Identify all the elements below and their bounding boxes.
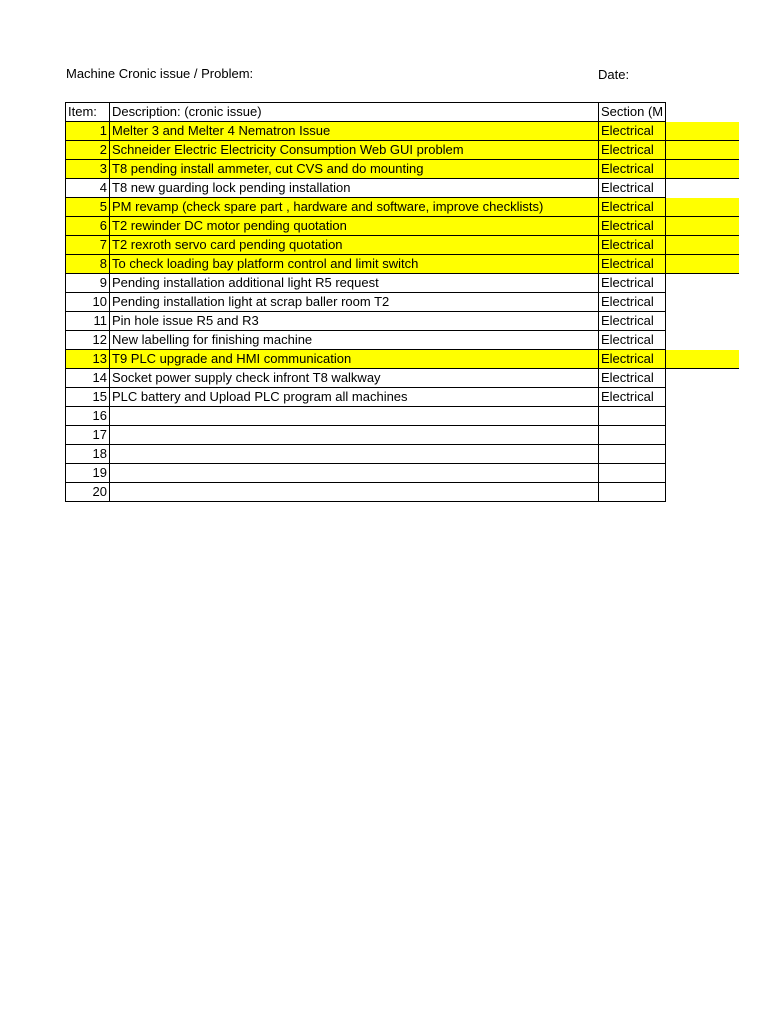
header-description: Description: (cronic issue)	[110, 103, 599, 122]
table-row	[66, 255, 740, 274]
issue-table	[65, 102, 739, 502]
page-title: Machine Cronic issue / Problem:	[66, 66, 254, 81]
cell-item-number[interactable]: 18	[66, 445, 110, 464]
cell-description[interactable]: T2 rewinder DC motor pending quotation	[110, 217, 599, 236]
cell-item-number[interactable]: 10	[66, 293, 110, 312]
cell-spill	[666, 255, 740, 274]
cell-item-number[interactable]: 8	[66, 255, 110, 274]
cell-description[interactable]: To check loading bay platform control and limit switch	[110, 255, 599, 274]
cell-description[interactable]: Socket power supply check infront T8 walkway	[110, 369, 599, 388]
cell-item-number[interactable]: 9	[66, 274, 110, 293]
cell-spill	[666, 312, 740, 331]
date-label: Date:	[598, 67, 630, 82]
cell-section[interactable]: Electrical	[599, 141, 666, 160]
cell-spill	[666, 198, 740, 217]
table-row	[66, 312, 740, 331]
cell-section[interactable]: Electrical	[599, 255, 666, 274]
cell-spill	[666, 464, 740, 483]
table-row	[66, 426, 740, 445]
cell-description[interactable]	[110, 426, 599, 445]
cell-description[interactable]: T2 rexroth servo card pending quotation	[110, 236, 599, 255]
cell-description[interactable]: Pending installation additional light R5 request	[110, 274, 599, 293]
cell-section[interactable]	[599, 407, 666, 426]
cell-description[interactable]: Melter 3 and Melter 4 Nematron Issue	[110, 122, 599, 141]
cell-section[interactable]	[599, 426, 666, 445]
cell-section[interactable]	[599, 483, 666, 502]
cell-description[interactable]: T8 new guarding lock pending installation	[110, 179, 599, 198]
cell-item-number[interactable]: 7	[66, 236, 110, 255]
table-row	[66, 217, 740, 236]
cell-section[interactable]: Electrical	[599, 312, 666, 331]
header-item: Item:	[66, 103, 110, 122]
cell-spill	[666, 179, 740, 198]
cell-section[interactable]: Electrical	[599, 331, 666, 350]
table-row	[66, 179, 740, 198]
cell-section[interactable]: Electrical	[599, 122, 666, 141]
cell-item-number[interactable]: 12	[66, 331, 110, 350]
table-row	[66, 407, 740, 426]
cell-description[interactable]: PM revamp (check spare part , hardware and software, improve checklists)	[110, 198, 599, 217]
cell-item-number[interactable]: 17	[66, 426, 110, 445]
issue-table-container	[65, 102, 768, 502]
cell-section[interactable]	[599, 464, 666, 483]
table-row	[66, 464, 740, 483]
cell-item-number[interactable]: 13	[66, 350, 110, 369]
cell-description[interactable]: Pin hole issue R5 and R3	[110, 312, 599, 331]
cell-section[interactable]: Electrical	[599, 350, 666, 369]
header-section: Section (M	[599, 103, 666, 122]
table-row	[66, 122, 740, 141]
cell-description[interactable]: PLC battery and Upload PLC program all machines	[110, 388, 599, 407]
cell-description[interactable]	[110, 445, 599, 464]
cell-description[interactable]: T9 PLC upgrade and HMI communication	[110, 350, 599, 369]
cell-description[interactable]: T8 pending install ammeter, cut CVS and do mounting	[110, 160, 599, 179]
cell-item-number[interactable]: 2	[66, 141, 110, 160]
cell-item-number[interactable]: 4	[66, 179, 110, 198]
cell-spill	[666, 274, 740, 293]
cell-description[interactable]: Pending installation light at scrap baller room T2	[110, 293, 599, 312]
table-row	[66, 483, 740, 502]
table-row	[66, 293, 740, 312]
cell-section[interactable]: Electrical	[599, 160, 666, 179]
cell-section[interactable]: Electrical	[599, 236, 666, 255]
cell-spill	[666, 331, 740, 350]
cell-description[interactable]: Schneider Electric Electricity Consumption Web GUI problem	[110, 141, 599, 160]
cell-spill	[666, 236, 740, 255]
cell-section[interactable]: Electrical	[599, 274, 666, 293]
cell-section[interactable]: Electrical	[599, 217, 666, 236]
cell-description[interactable]	[110, 464, 599, 483]
cell-spill	[666, 122, 740, 141]
cell-section[interactable]: Electrical	[599, 198, 666, 217]
cell-item-number[interactable]: 6	[66, 217, 110, 236]
cell-spill	[666, 369, 740, 388]
cell-item-number[interactable]: 11	[66, 312, 110, 331]
cell-section[interactable]: Electrical	[599, 293, 666, 312]
cell-section[interactable]: Electrical	[599, 369, 666, 388]
header-spill	[666, 103, 740, 122]
cell-spill	[666, 426, 740, 445]
cell-spill	[666, 407, 740, 426]
cell-item-number[interactable]: 3	[66, 160, 110, 179]
table-row	[66, 160, 740, 179]
cell-item-number[interactable]: 16	[66, 407, 110, 426]
cell-section[interactable]: Electrical	[599, 179, 666, 198]
table-row	[66, 350, 740, 369]
cell-spill	[666, 160, 740, 179]
cell-section[interactable]: Electrical	[599, 388, 666, 407]
table-row	[66, 369, 740, 388]
table-header-row	[66, 103, 740, 122]
table-row	[66, 445, 740, 464]
table-row	[66, 198, 740, 217]
cell-item-number[interactable]: 1	[66, 122, 110, 141]
cell-item-number[interactable]: 20	[66, 483, 110, 502]
cell-description[interactable]: New labelling for finishing machine	[110, 331, 599, 350]
cell-spill	[666, 445, 740, 464]
cell-description[interactable]	[110, 483, 599, 502]
cell-spill	[666, 141, 740, 160]
cell-spill	[666, 388, 740, 407]
table-row	[66, 331, 740, 350]
cell-spill	[666, 293, 740, 312]
cell-spill	[666, 217, 740, 236]
table-row	[66, 388, 740, 407]
cell-description[interactable]	[110, 407, 599, 426]
cell-section[interactable]	[599, 445, 666, 464]
cell-spill	[666, 483, 740, 502]
cell-item-number[interactable]: 14	[66, 369, 110, 388]
table-row	[66, 274, 740, 293]
cell-item-number[interactable]: 15	[66, 388, 110, 407]
table-row	[66, 236, 740, 255]
cell-item-number[interactable]: 5	[66, 198, 110, 217]
cell-item-number[interactable]: 19	[66, 464, 110, 483]
table-row	[66, 141, 740, 160]
cell-spill	[666, 350, 740, 369]
